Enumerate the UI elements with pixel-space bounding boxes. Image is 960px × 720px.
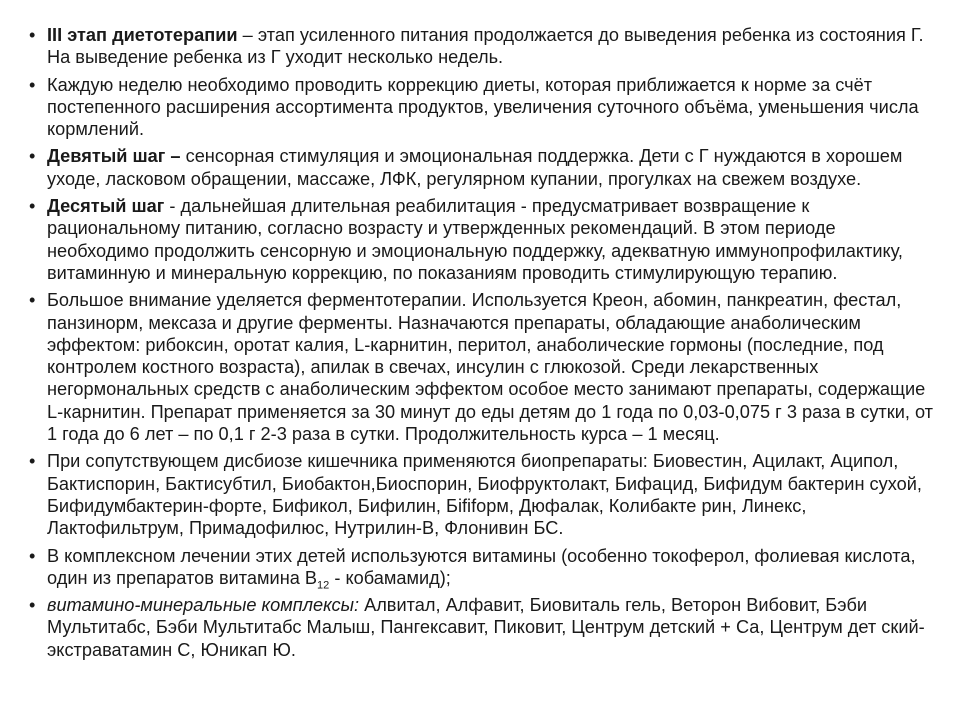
bullet-dot: • bbox=[29, 74, 36, 95]
weekly-correction-text: Каждую неделю необходимо проводить коррекцию диеты, которая приближается к норме за счёт постепенного расширения ассортимента продуктов, увеличения суточного объёма, уменьшения числа кормлений. bbox=[47, 74, 919, 140]
bullet-item-weekly-correction bbox=[20, 74, 940, 141]
bullet-item-complexes bbox=[20, 594, 940, 661]
bullet-dot: • bbox=[29, 451, 36, 472]
bullet-list bbox=[20, 24, 940, 661]
step9-heading: Девятый шаг – bbox=[47, 146, 181, 167]
stage3-text: – этап усиленного питания продолжается до выведения ребенка из состояния Г. На выведение ребенка из Г уходит несколько недель. bbox=[47, 25, 924, 68]
bullet-dot: • bbox=[29, 25, 36, 45]
complexes-text: Алвитал, Алфавит, Биовиталь гель, Веторон Вибовит, Бэби Мультитабс, Бэби Мультитабс Малыш, Пангексавит, Пиковит, Центрум детский + Са, Центрум дет ский- экстраватамин С, Юникап Ю. bbox=[47, 595, 925, 660]
bullet-item-step10 bbox=[20, 195, 940, 284]
enzyme-therapy-text: Большое внимание уделяется ферментотерапии. Используется Креон, абомин, панкреатин, фестал, панзинорм, мексаза и другие ферменты. Назначаются препараты, обладающие анаболическим эффектом: рибоксин, оротат калия, L-карнитин, перитол, анаболические гормоны (последние, под контролем костного возраста), апилак в свечах, инсулин с глюкозой. Среди лекарственных негормональных средств с анаболическим эффектом особое место занимают препараты, содержащие L-карнитин. Препарат применяется за 30 минут до еды детям до 1 года по 0,03-0,075 г 3 раза в сутки, от 1 года до 6 лет – по 0,1 г 2-3 раза в сутки. Продолжительность курса – 1 месяц. bbox=[47, 290, 934, 445]
bullet-item-step9 bbox=[20, 145, 940, 190]
vitamins-tail: - кобамамид); bbox=[329, 567, 451, 588]
step9-text: сенсорная стимуляция и эмоциональная поддержка. Дети с Г нуждаются в хорошем уходе, ласковом обращении, массаже, ЛФК, регулярном купании, прогулках на свежем воздухе. bbox=[47, 146, 903, 189]
stage3-heading: III этап диетотерапии bbox=[47, 25, 238, 45]
bullet-dot: • bbox=[29, 146, 36, 167]
complexes-heading: витамино-минеральные комплексы: bbox=[47, 595, 360, 616]
bullet-item-dysbiosis bbox=[20, 450, 940, 539]
vitamin-b-subscript: 12 bbox=[317, 579, 330, 592]
bullet-dot: • bbox=[29, 595, 36, 616]
bullet-item-vitamins bbox=[20, 545, 940, 590]
bullet-dot: • bbox=[29, 290, 36, 311]
step10-heading: Десятый шаг bbox=[47, 196, 165, 217]
bullet-dot: • bbox=[29, 545, 36, 566]
bullet-dot: • bbox=[29, 196, 36, 217]
bullet-item-enzyme-therapy bbox=[20, 289, 940, 445]
vitamins-text: В комплексном лечении этих детей используются витамины (особенно токоферол, фолиевая кислота, один из препаратов витамина В bbox=[47, 545, 916, 588]
bullet-item-stage3 bbox=[20, 24, 940, 69]
dysbiosis-text: При сопутствующем дисбиозе кишечника применяются биопрепараты: Биовестин, Ацилакт, Аципол, Бактиспорин, Бактисубтил, Биобактон,Биоспорин, Биофруктолакт, Бифацид, Бифидум бактерин сухой, Бифидумбактерин-форте, Бификол, Бифилин, Бififорм, Дюфалак, Колибакте рин, Линекс, Лактофильтрум, Примадофилюс, Нутрилин-В, Флонивин БС. bbox=[47, 451, 922, 539]
step10-text: - дальнейшая длительная реабилитация - предусматривает возвращение к рациональному питанию, согласно возрасту и утвержденных рекомендаций. В этом периоде необходимо продолжить сенсорную и эмоциональную поддержку, адекватную иммунопрофилактику, витаминную и минеральную коррекцию, по показаниям проводить стимулирующую терапию. bbox=[47, 196, 903, 283]
